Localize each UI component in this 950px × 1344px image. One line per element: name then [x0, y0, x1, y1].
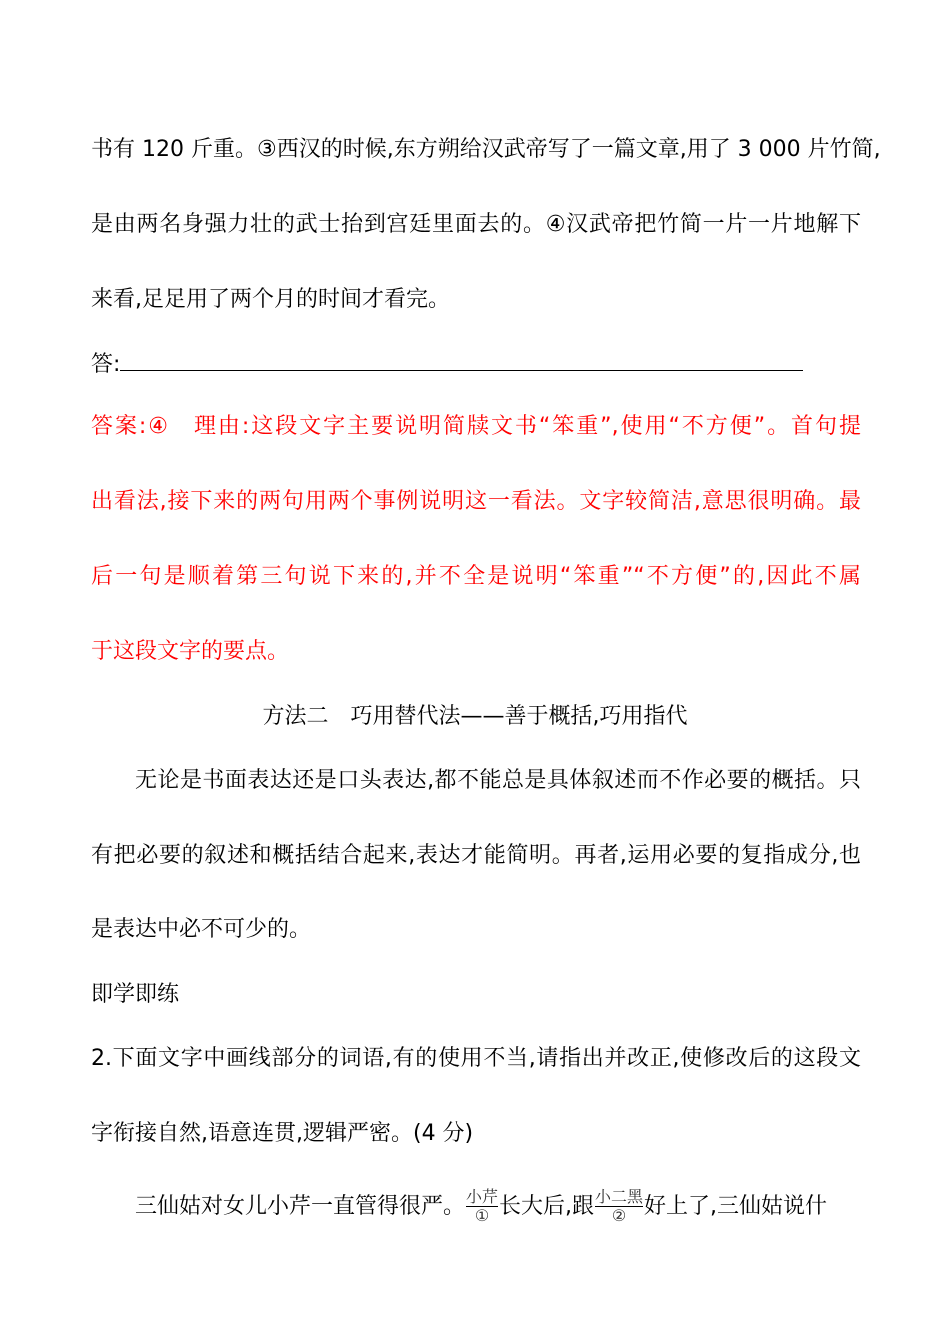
answer-blank-line[interactable]: [120, 348, 803, 371]
passage-text: 三仙姑对女儿小芹一直管得很严。: [135, 1194, 466, 1219]
paragraph-line: 书有 120 斤重。③西汉的时候,东方朔给汉武帝写了一篇文章,用了 3 000 片竹简,: [91, 137, 881, 162]
paragraph-line: 是表达中必不可少的。: [91, 917, 312, 942]
answer-line: 于这段文字的要点。: [91, 639, 290, 664]
practice-label: 即学即练: [91, 982, 180, 1007]
marker-number-1: ①: [474, 1206, 490, 1225]
paragraph-line: 是由两名身强力壮的武士抬到宫廷里面去的。④汉武帝把竹简一片一片地解下: [91, 212, 861, 237]
answer-line: 后一句是顺着第三句说下来的,并不全是说明“笨重”“不方便”的,因此不属: [91, 564, 861, 589]
paragraph-line: 无论是书面表达还是口头表达,都不能总是具体叙述而不作必要的概括。只: [135, 768, 861, 793]
question-line: 字衔接自然,语意连贯,逻辑严密。(4 分): [91, 1121, 474, 1146]
answer-prompt-line: [91, 348, 861, 380]
passage-line: [135, 1180, 861, 1225]
passage-text: 好上了,三仙姑说什: [644, 1194, 828, 1219]
answer-line: 答案:④ 理由:这段文字主要说明简牍文书“笨重”,使用“不方便”。首句提: [91, 414, 861, 439]
answer-line: 出看法,接下来的两句用两个事例说明这一看法。文字较简洁,意思很明确。最: [91, 489, 861, 514]
answer-prompt-label: 答:: [91, 352, 121, 377]
underlined-word-2: 小二黑 ②: [595, 1187, 644, 1225]
underlined-word-1: 小芹 ①: [466, 1187, 499, 1225]
marker-number-2: ②: [611, 1206, 627, 1225]
paragraph-line: 来看,足足用了两个月的时间才看完。: [91, 287, 450, 312]
section-heading: 方法二 巧用替代法——善于概括,巧用指代: [262, 704, 688, 729]
passage-text: 长大后,跟: [499, 1194, 595, 1219]
paragraph-line: 有把必要的叙述和概括结合起来,表达才能简明。再者,运用必要的复指成分,也: [91, 843, 861, 868]
question-line: 2.下面文字中画线部分的词语,有的使用不当,请指出并改正,使修改后的这段文: [91, 1046, 861, 1071]
